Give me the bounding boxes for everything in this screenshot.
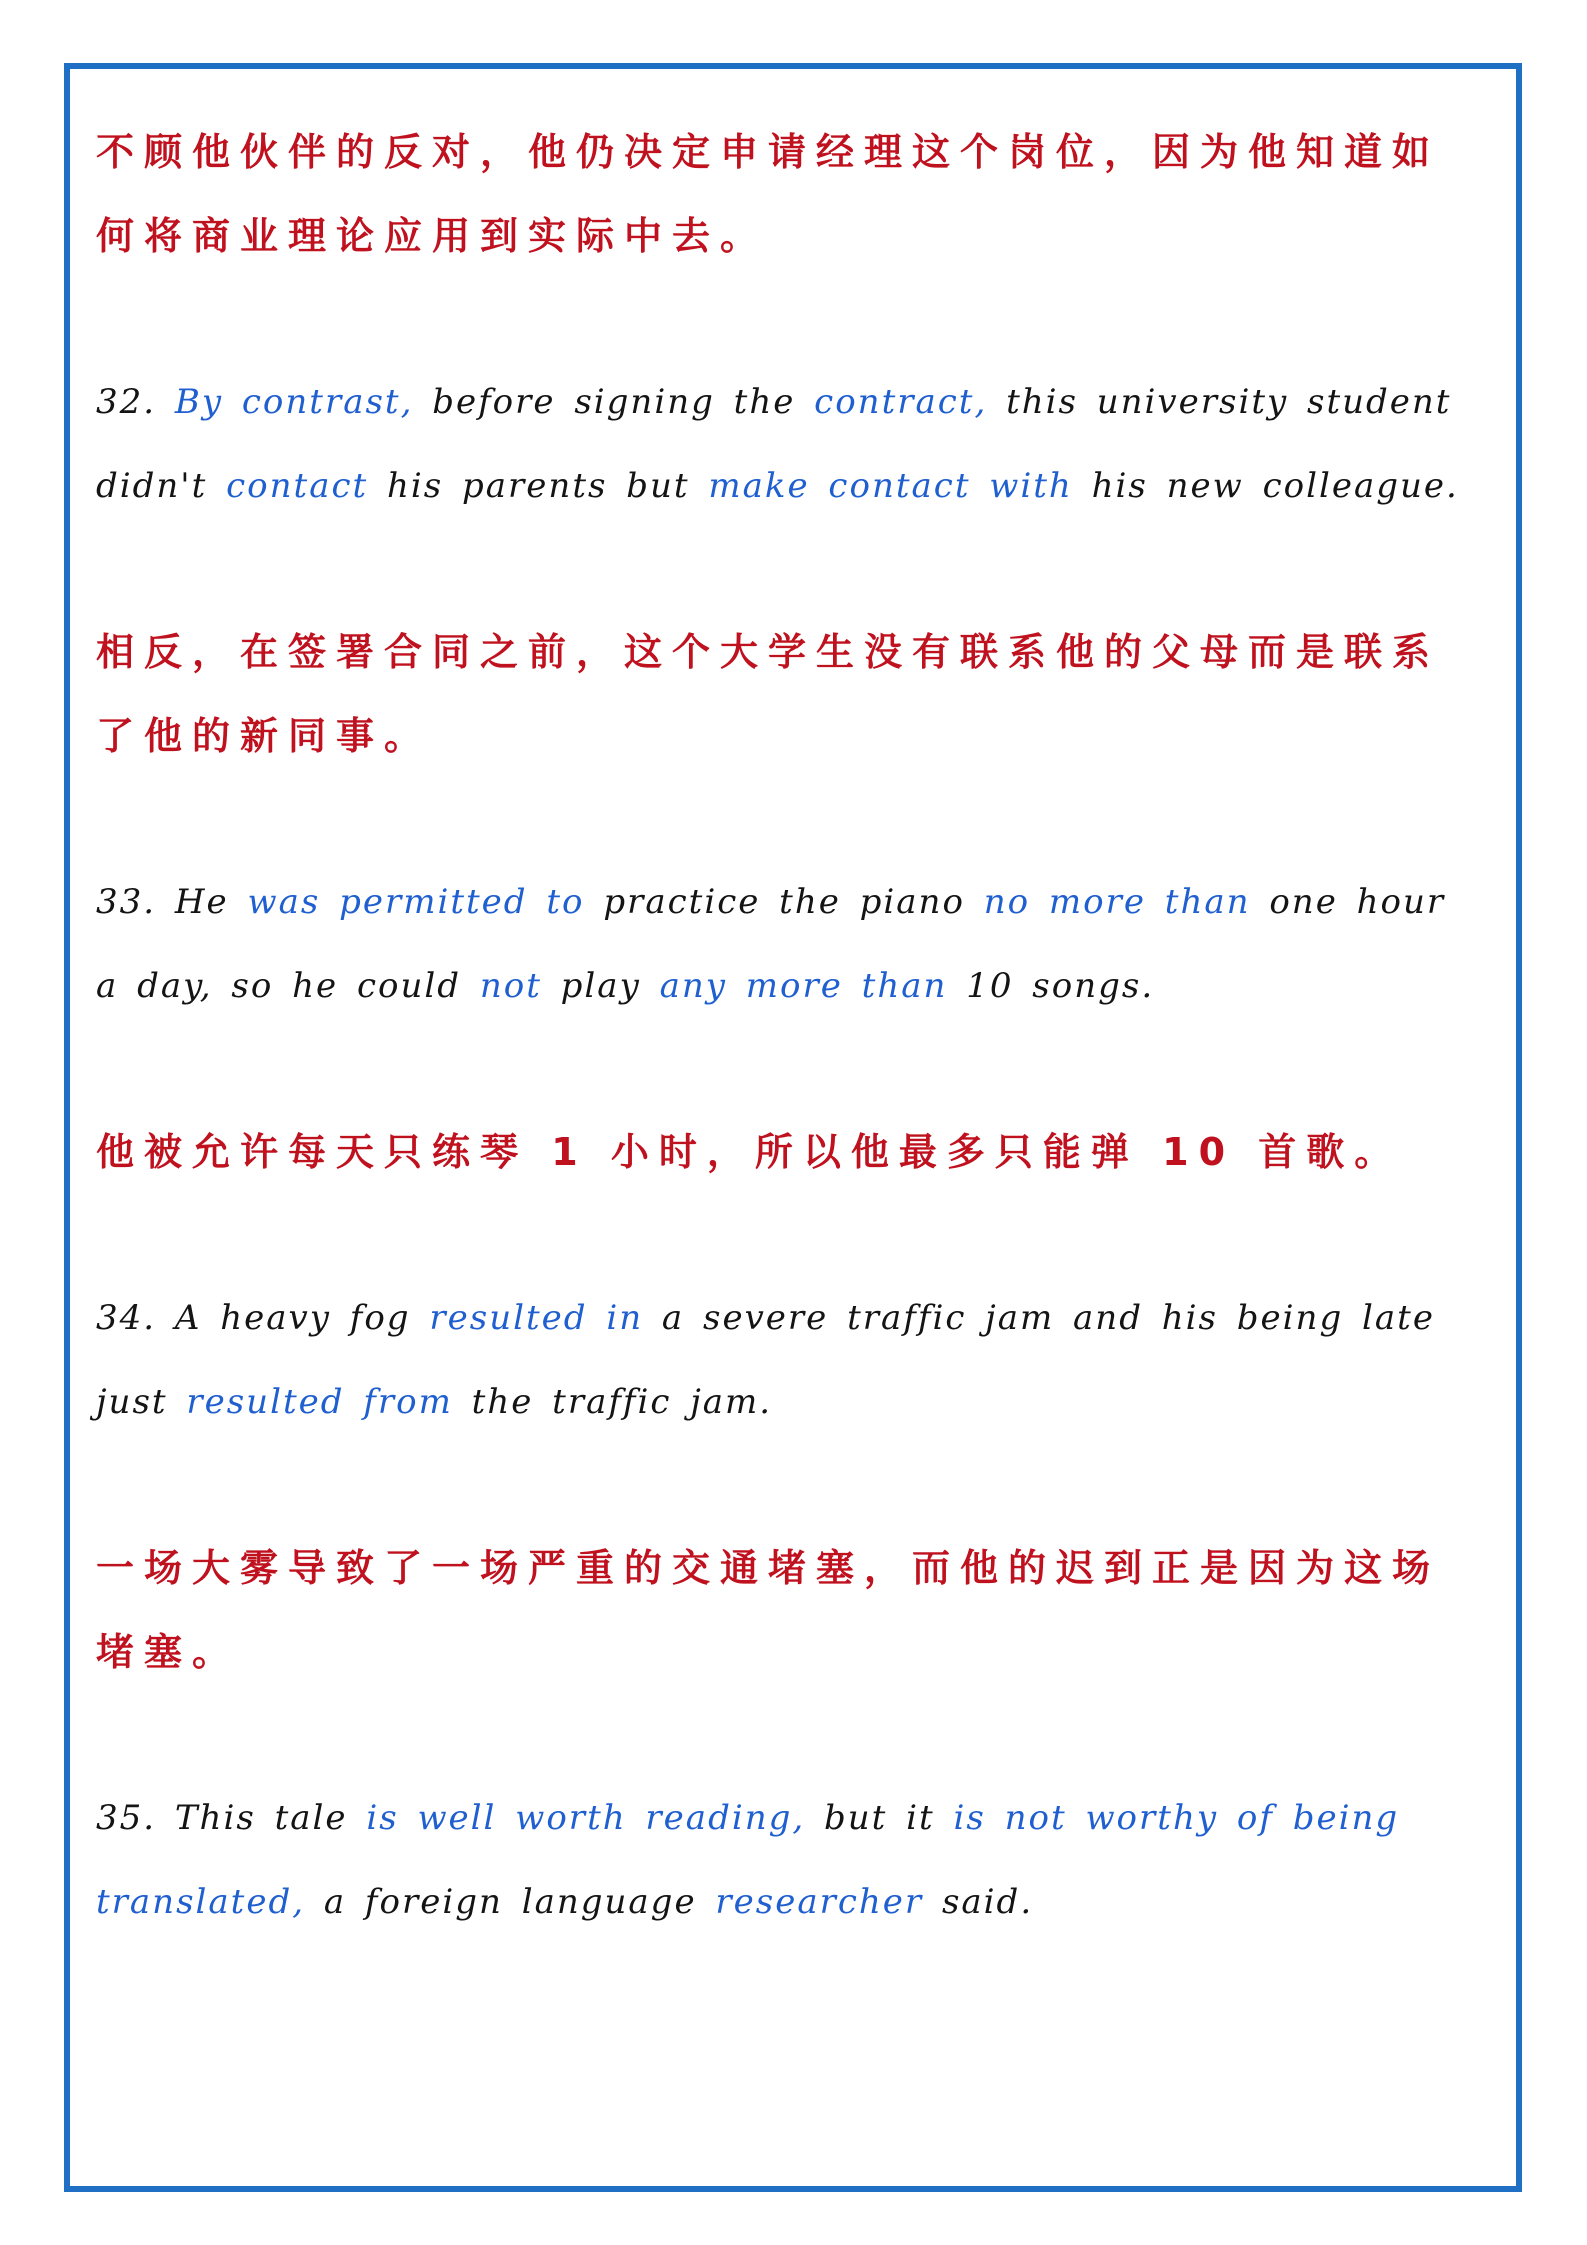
sentence-35: 35. This tale is well worth reading, but it is not worthy of being translated, a foreign language researcher said. (96, 1798, 1400, 1922)
phrase-highlight: resulted in (429, 1298, 644, 1338)
phrase-highlight: any more than (659, 966, 948, 1006)
phrase-highlight: contact (226, 466, 369, 506)
translation-32: 相反，在签署合同之前，这个大学生没有联系他的父母而是联系了他的新同事。 (96, 630, 1441, 758)
phrase-highlight: make contact with (708, 466, 1073, 506)
sentence-32: 32. By contrast, before signing the contract, this university student didn't contact his parents but make contact with his new colleague. (96, 382, 1459, 506)
phrase-highlight: is well worth reading, (366, 1798, 806, 1838)
phrase-highlight: was permitted to (247, 882, 585, 922)
phrase-highlight: contract, (814, 382, 988, 422)
phrase-highlight: By contrast, (174, 382, 414, 422)
translation-33: 他被允许每天只练琴 1 小时，所以他最多只能弹 10 首歌。 (96, 1130, 1403, 1174)
document-body (96, 110, 1476, 1944)
phrase-highlight: no more than (983, 882, 1251, 922)
phrase-highlight: researcher (715, 1882, 924, 1922)
phrase-highlight: is not worthy of being translated, (96, 1798, 1400, 1922)
sentence-34: 34. A heavy fog resulted in a severe traffic jam and his being late just resulted from the traffic jam. (96, 1298, 1435, 1422)
phrase-highlight: resulted from (186, 1382, 453, 1422)
translation-31: 不顾他伙伴的反对，他仍决定申请经理这个岗位，因为他知道如何将商业理论应用到实际中去。 (96, 130, 1441, 258)
translation-34: 一场大雾导致了一场严重的交通堵塞，而他的迟到正是因为这场堵塞。 (96, 1546, 1441, 1674)
sentence-33: 33. He was permitted to practice the piano no more than one hour a day, so he could not play any more than 10 songs. (96, 882, 1446, 1006)
phrase-highlight: not (479, 966, 542, 1006)
